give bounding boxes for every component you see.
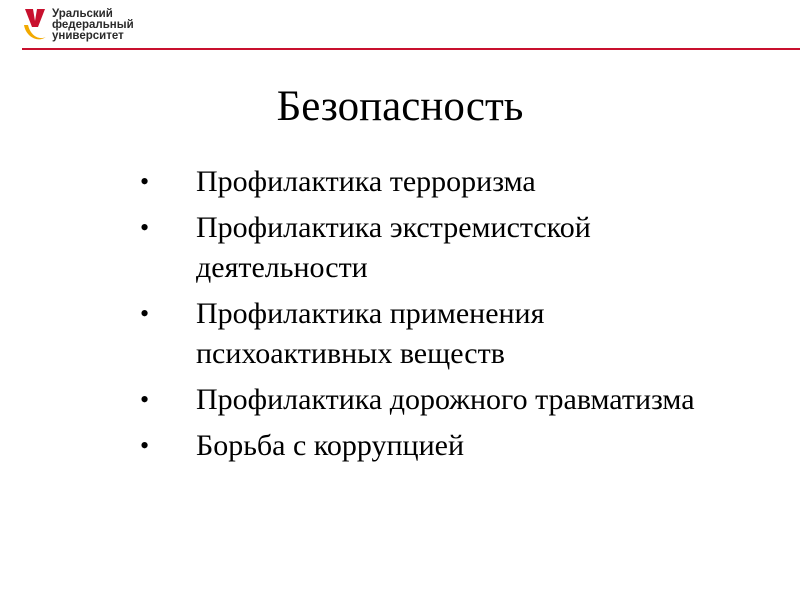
- bullet-item: [140, 294, 700, 374]
- urfu-logo-icon: [22, 7, 48, 43]
- bullet-text: Профилактика применения психоактивных веществ: [196, 297, 545, 370]
- bullet-icon: •: [140, 167, 150, 196]
- bullet-item: [140, 162, 700, 202]
- header-divider: [22, 48, 800, 50]
- slide-title: Безопасность: [276, 83, 524, 130]
- bullet-text: Профилактика терроризма: [196, 165, 536, 198]
- logo-text: [52, 9, 134, 42]
- bullet-item: [140, 380, 700, 420]
- bullet-list: [140, 162, 700, 472]
- bullet-item: [140, 208, 700, 288]
- bullet-icon: •: [140, 213, 150, 242]
- bullet-icon: •: [140, 431, 150, 460]
- bullet-item: [140, 426, 700, 466]
- bullet-text: Борьба с коррупцией: [196, 429, 464, 462]
- bullet-text: Профилактика дорожного травматизма: [196, 383, 695, 416]
- logo-line-1: Уральский: [52, 7, 113, 20]
- logo-line-2: федеральный: [52, 18, 134, 31]
- bullet-text: Профилактика экстремистской деятельности: [196, 211, 591, 284]
- university-logo: [22, 6, 134, 44]
- bullet-icon: •: [140, 385, 150, 414]
- logo-line-3: университет: [52, 29, 124, 42]
- bullet-icon: •: [140, 299, 150, 328]
